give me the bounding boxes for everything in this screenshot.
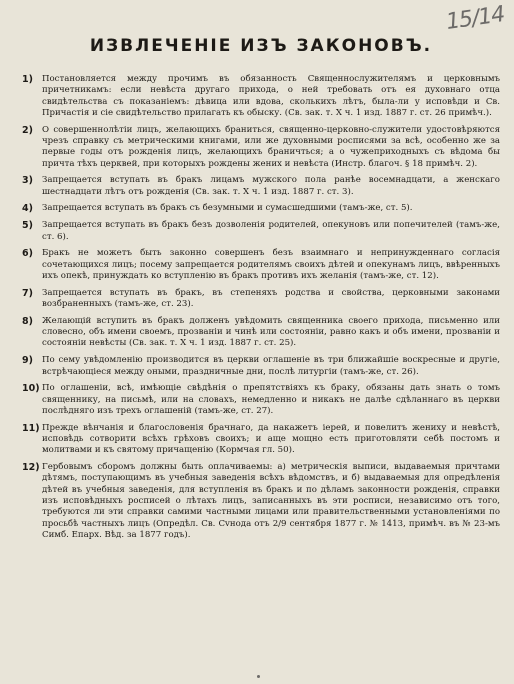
list-item: [22, 74, 500, 119]
item-number: 4): [22, 203, 33, 215]
item-text: Бракъ не можетъ быть законно совершенъ безъ взаимнаго и непринужденнаго согласія сочетающихся лицъ; посему запрещается родителямъ своихъ дѣтей и опекунамъ лицъ, ввѣренныхъ ихъ опекѣ, принуждать ко вступленію въ бракъ противъ ихъ желанія (тамъ-же, ст. 12).: [42, 248, 500, 281]
list-item: [22, 423, 500, 457]
item-number: 11): [22, 422, 40, 434]
item-text: По оглашеніи, всѣ, имѣющіе свѣдѣнія о препятствіяхъ къ браку, обязаны дать знать о томъ священнику, на письмѣ, или на словахъ, немедленно и никакъ не далѣе сдѣланнаго въ церкви послѣдняго изъ трехъ оглашеній (тамъ-же, ст. 27).: [42, 383, 500, 416]
handwritten-note: 15/14: [444, 2, 506, 35]
item-text: Гербовымъ сборомъ должны быть оплачиваемы: а) метрическія выписи, выдаваемыя причтами дѣтямъ, поступающимъ въ учебныя заведенія всѣхъ вѣдомствъ, и б) выдаваемыя для опредѣленія дѣтей въ учебныя заведенія, для вступленія въ бракъ и по дѣламъ законности рожденія, справки изъ исповѣдныхъ росписей о лѣтахъ лицъ, записанныхъ въ эти росписи, независимо отъ того, требуются ли эти справки самими частными лицами или правительственными установленіями по просьбѣ частныхъ лицъ (Опредѣл. Св. Сvнода отъ 2/9 сентября 1877 г. № 1413, примѣч. въ № 23-мъ Симб. Епарх. Вѣд. за 1877 годъ).: [42, 462, 500, 540]
item-text: Желающій вступить въ бракъ долженъ увѣдомить священника своего прихода, письменно или словесно, объ имени своемъ, прозваніи и чинѣ или состояніи, равно какъ и объ имени, прозваніи и состояніи невѣсты (Св. зак. т. X ч. 1 изд. 1887 г. ст. 25).: [42, 315, 500, 349]
item-text: Запрещается вступать въ бракъ съ безумными и сумасшедшими (тамъ-же, ст. 5).: [42, 203, 413, 214]
list-item: [22, 316, 500, 350]
item-number: 3): [22, 175, 33, 187]
item-text: Запрещается вступать въ бракъ безъ дозволенія родителей, опекуновъ или попечителей (тамъ-же, ст. 6).: [42, 220, 500, 242]
list-item: [22, 355, 500, 378]
list-item: [22, 125, 500, 170]
item-text: Постановляется между прочимъ въ обязанность Священнослужителямъ и церковнымъ причетникамъ: если невѣста другаго прихода, о ней требовать отъ ея духовнаго отца свидѣтельства съ показаніемъ: дѣвица или вдова, сколькихъ лѣтъ, была-ли у исповѣди и Св. Причастія и сіе свидѣтельство прилагать къ обыску. (Св. зак. т. X ч. 1 изд. 1887 г. ст. 26 примѣч.).: [42, 74, 500, 118]
list-item: [22, 248, 500, 282]
item-text: По сему увѣдомленію производится въ церкви оглашеніе въ три ближайшіе воскресные и другіе, встрѣчающіеся между оными, праздничные дни, послѣ литургіи (тамъ-же, ст. 26).: [42, 355, 500, 377]
list-item: [22, 203, 500, 214]
item-number: 5): [22, 220, 33, 232]
list-item: [22, 383, 500, 417]
item-number: 8): [22, 315, 33, 327]
item-number: 10): [22, 383, 40, 395]
item-text: Запрещается вступать въ бракъ, въ степеняхъ родства и свойства, церковными законами возбраненныхъ (тамъ-же, ст. 23).: [42, 287, 500, 310]
item-number: 1): [22, 74, 33, 85]
document-title: ИЗВЛЕЧЕНІЕ ИЗЪ ЗАКОНОВЪ.: [89, 36, 433, 56]
law-extract-list: [22, 74, 500, 541]
item-text: Запрещается вступать въ бракъ лицамъ мужского пола ранѣе восемнадцати, а женскаго шестнадцати лѣтъ отъ рожденія (Св. зак. т. X ч. 1 изд. 1887 г. ст. 3).: [42, 175, 500, 197]
item-number: 6): [22, 248, 33, 260]
list-item: [22, 462, 500, 541]
list-item: [22, 288, 500, 311]
item-number: 7): [22, 287, 33, 299]
page-dot-mark: [257, 675, 260, 678]
item-number: 9): [22, 355, 33, 367]
list-item: [22, 220, 500, 243]
item-number: 12): [22, 462, 40, 474]
list-item: [22, 175, 500, 198]
item-text: Прежде вѣнчанія и благословенія брачнаго, да накажетъ іерей, и повелитъ жениху и невѣстѣ, исповѣдь сотворити всѣхъ грѣховъ своихъ; и аще мощно есть приготовляти себѣ постомъ и молитвами и къ святому причащенію (Кормчая гл. 50).: [42, 422, 500, 456]
item-text: О совершеннолѣтіи лицъ, желающихъ браниться, священно-церковно-служители удостовѣряются чрезъ справку съ метрическими книгами, или же духовными росписями за всѣ, особенно же за первые годы отъ рожденія лицъ, желающихъ браничться; а о чужеприходныхъ съ вѣдома бы причта тѣхъ церквей, при которыхъ рождены жених и невѣста (Инстр. благоч. § 18 примѣч. 2).: [42, 124, 500, 169]
item-number: 2): [22, 124, 33, 136]
